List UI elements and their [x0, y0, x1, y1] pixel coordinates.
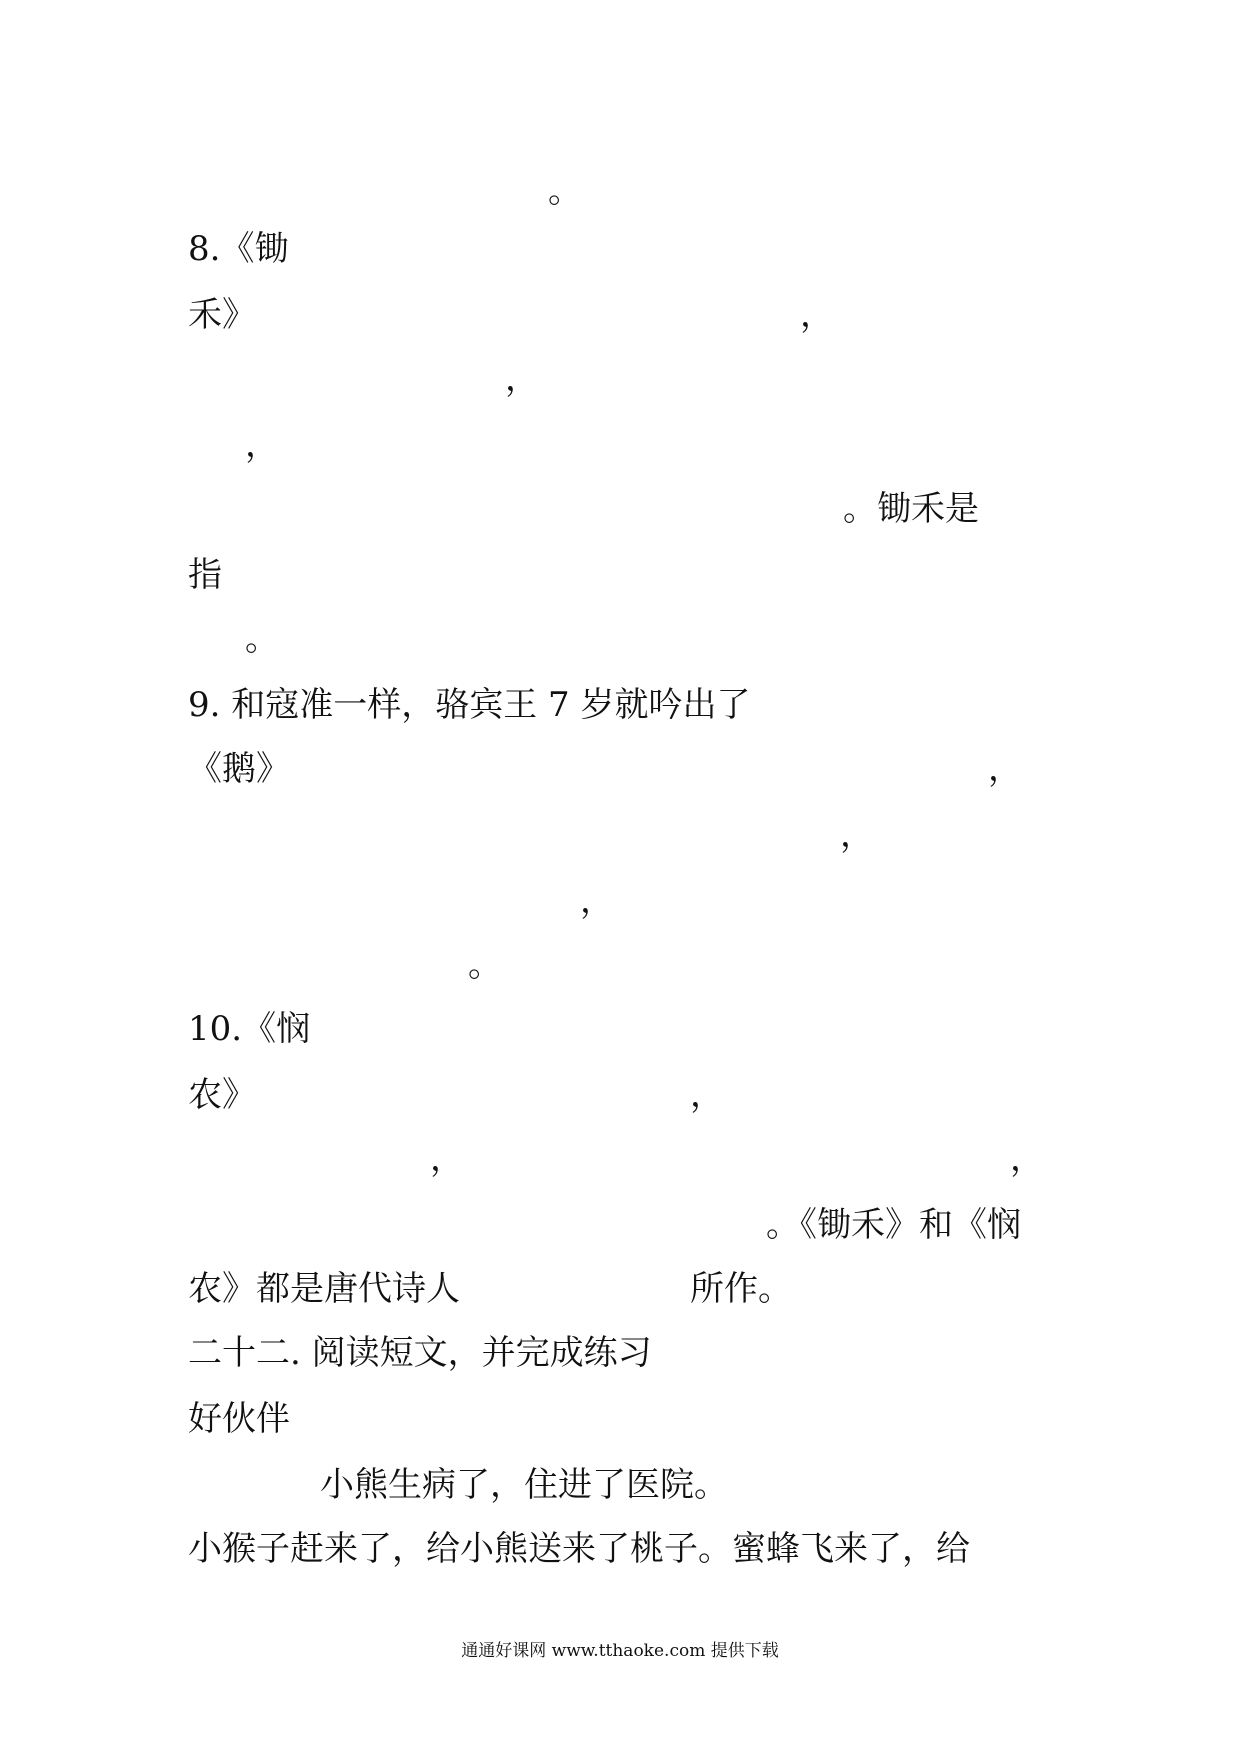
q8-comma1: ， [800, 295, 834, 335]
q8-line-end: 。锄禾是 [843, 489, 979, 529]
q8-end-mark: 。 [245, 619, 279, 659]
q9-line1: 9. 和寇准一样，骆宾王 7 岁就吟出了 [188, 685, 751, 725]
section22-heading: 二十二. 阅读短文，并完成练习 [188, 1333, 652, 1373]
q9-comma3: ， [580, 881, 614, 921]
story-title: 好伙伴 [188, 1399, 290, 1439]
q10-comma1: ， [690, 1075, 724, 1115]
q7-end-mark: 。 [548, 171, 582, 211]
q9-comma1: ， [988, 749, 1022, 789]
q10-line1: 10.《悯 [188, 1009, 311, 1049]
q10-line5-start: 农》都是唐代诗人 [188, 1269, 460, 1309]
q10-line-end: 。《锄禾》和《悯 [766, 1205, 1021, 1245]
q10-comma3: ， [1010, 1139, 1044, 1179]
q8-line-zhi: 指 [188, 555, 222, 595]
q8-comma3: ， [245, 425, 279, 465]
page-footer: 通通好课网 www.tthaoke.com 提供下载 [461, 1641, 779, 1661]
q10-line5-end: 所作。 [690, 1269, 792, 1309]
story-para2: 小猴子赶来了，给小熊送来了桃子。蜜蜂飞来了，给 [188, 1529, 970, 1569]
q10-line2-start: 农》 [188, 1075, 256, 1115]
story-para1: 小熊生病了，住进了医院。 [320, 1465, 728, 1505]
q9-title: 《鹅》 [188, 749, 290, 789]
q8-line2-start: 禾》 [188, 295, 256, 335]
q8-comma2: ， [505, 359, 539, 399]
q9-end-mark: 。 [468, 945, 502, 985]
q8-line1: 8.《锄 [188, 229, 289, 269]
q10-comma2: ， [430, 1139, 464, 1179]
q9-comma2: ， [840, 815, 874, 855]
